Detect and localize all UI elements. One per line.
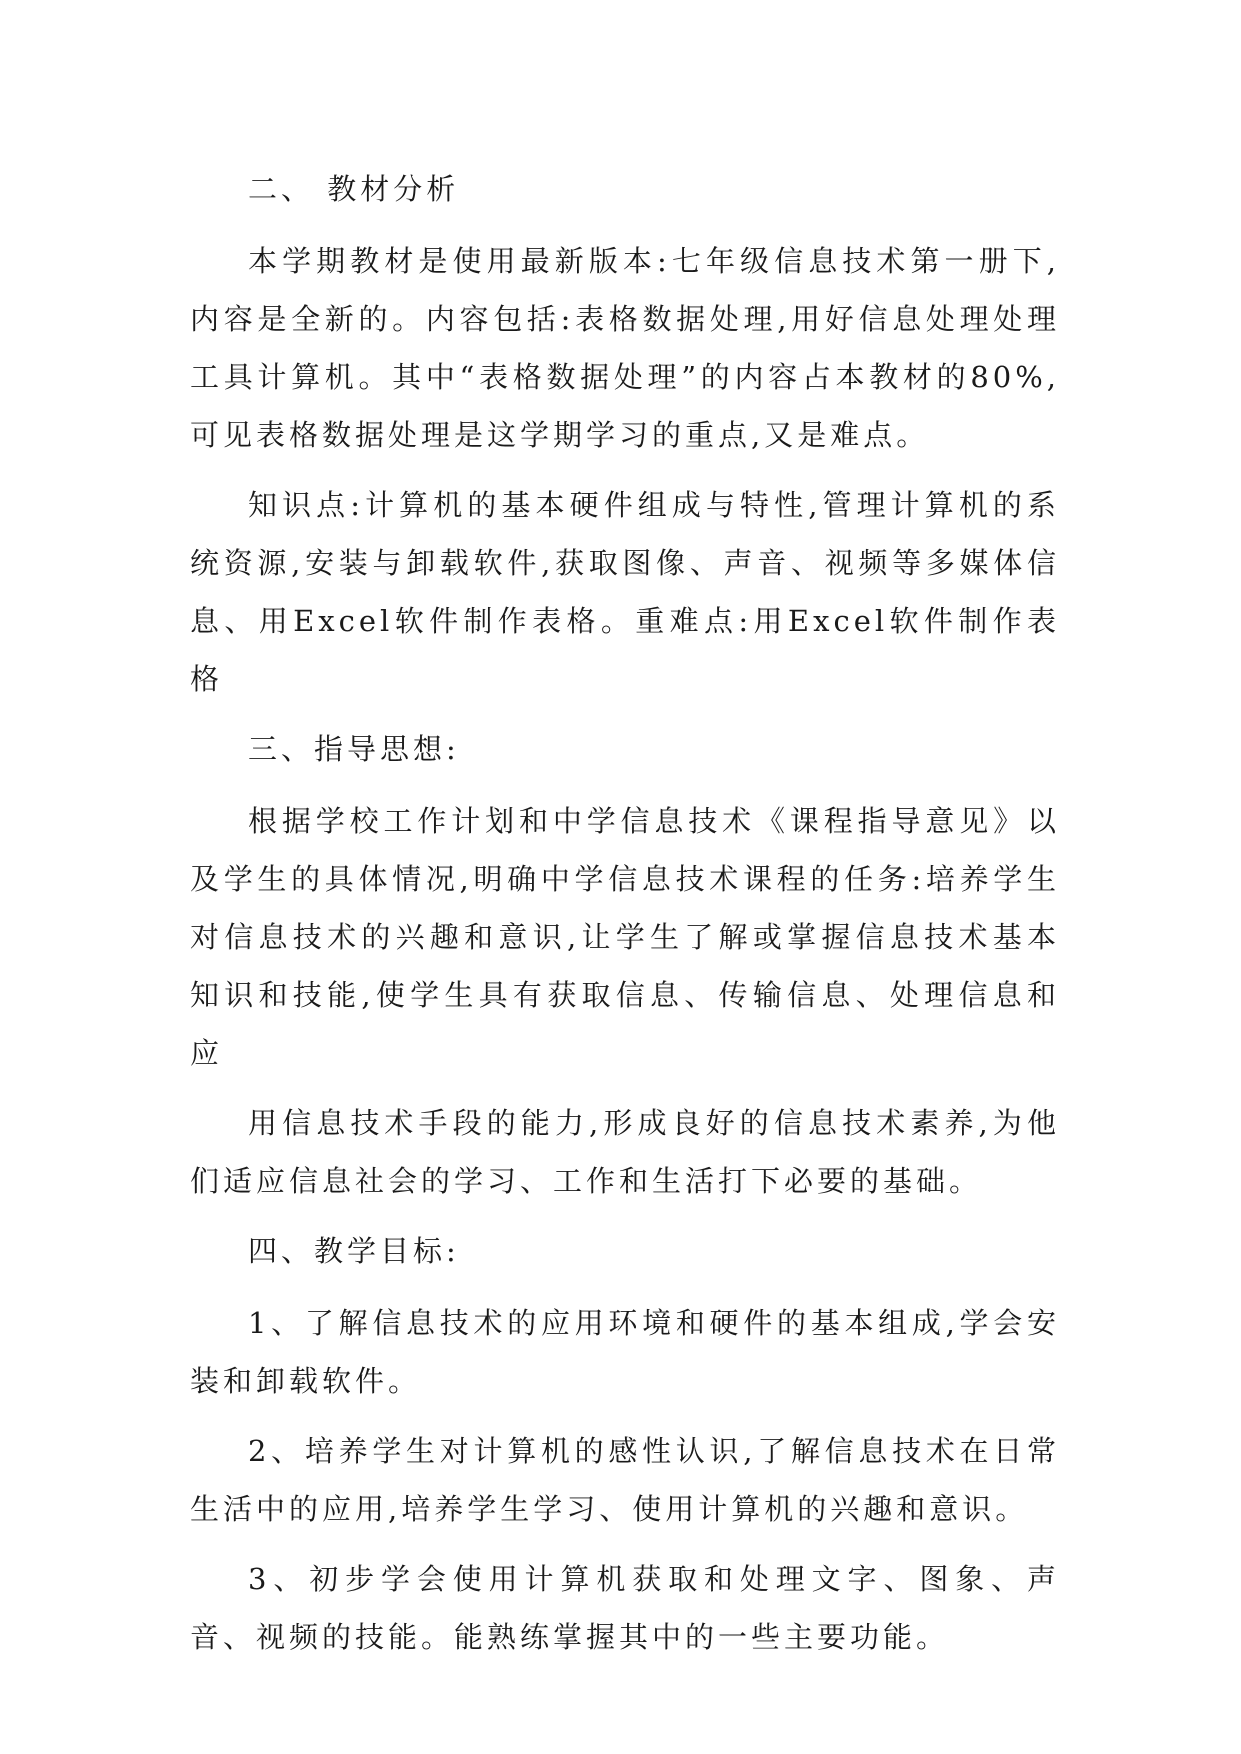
section-heading-guiding-ideology: 三、指导思想: bbox=[248, 732, 460, 766]
list-item-goal-1: 1、了解信息技术的应用环境和硬件的基本组成,学会安装和卸载软件。 bbox=[190, 1306, 1060, 1398]
list-item-goal-2: 2、培养学生对计算机的感性认识,了解信息技术在日常生活中的应用,培养学生学习、使用计算机的兴趣和意识。 bbox=[190, 1434, 1060, 1526]
list-item-goal-3: 3、初步学会使用计算机获取和处理文字、图象、声音、视频的技能。能熟练掌握其中的一些主要功能。 bbox=[190, 1562, 1060, 1654]
document-body bbox=[190, 160, 1060, 1678]
paragraph-guiding-ideology-continued: 用信息技术手段的能力,形成良好的信息技术素养,为他们适应信息社会的学习、工作和生活打下必要的基础。 bbox=[190, 1106, 1060, 1198]
paragraph-textbook-version: 本学期教材是使用最新版本:七年级信息技术第一册下,内容是全新的。内容包括:表格数据处理,用好信息处理处理工具计算机。其中“表格数据处理”的内容占本教材的80%,可见表格数据处理是这学期学习的重点,又是难点。 bbox=[190, 244, 1060, 452]
section-heading-textbook-analysis: 二、 教材分析 bbox=[248, 172, 460, 206]
paragraph-guiding-ideology: 根据学校工作计划和中学信息技术《课程指导意见》以及学生的具体情况,明确中学信息技术课程的任务:培养学生对信息技术的兴趣和意识,让学生了解或掌握信息技术基本知识和技能,使学生具有获取信息、传输信息、处理信息和应 bbox=[190, 804, 1060, 1070]
section-heading-teaching-goals: 四、教学目标: bbox=[248, 1234, 460, 1268]
paragraph-knowledge-points: 知识点:计算机的基本硬件组成与特性,管理计算机的系统资源,安装与卸载软件,获取图像、声音、视频等多媒体信息、用Excel软件制作表格。重难点:用Excel软件制作表格 bbox=[190, 488, 1060, 696]
